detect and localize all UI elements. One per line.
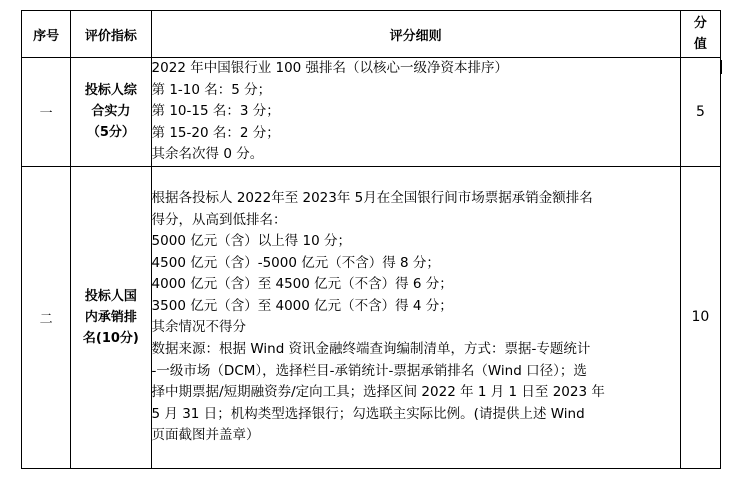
detail-line: 其余名次得 0 分。	[151, 146, 264, 163]
data-source-line: 择中期票据/短期融资券/定向工具；选择区间 2022 年 1 月 1 日至 2023 年	[151, 384, 605, 401]
header-criteria: 评价指标	[71, 11, 151, 58]
table-row	[22, 58, 721, 167]
row-serial-number: 二	[22, 166, 71, 468]
table-row	[22, 166, 721, 468]
detail-line: 得分，从高到低排名：	[151, 211, 287, 228]
data-source-line: 页面截图并盖章）	[151, 427, 260, 444]
criteria-line: 名(10分)	[82, 330, 139, 346]
row-detail	[151, 166, 680, 468]
data-source-line: -一级市场（DCM），选择栏目-承销统计-票据承销排名（Wind 口径）；选	[151, 362, 587, 379]
detail-line: 根据各投标人 2022年至 2023年 5月在全国银行间市场票据承销金额排名	[151, 189, 593, 206]
data-source-line: 数据来源：根据 Wind 资讯金融终端查询编制清单，方式：票据-专题统计	[151, 341, 591, 358]
criteria-line: 合实力	[91, 104, 131, 120]
detail-line: 第 1-10 名：5 分；	[151, 81, 272, 98]
data-source-line: 5 月 31 日；机构类型选择银行；勾选联主实际比例。(请提供上述 Wind	[151, 405, 585, 422]
criteria-line: （5分）	[86, 125, 135, 141]
row-criteria	[71, 58, 151, 167]
scoring-table	[21, 10, 721, 469]
row-score: 10	[680, 166, 720, 468]
detail-line: 第 15-20 名：2 分；	[151, 124, 280, 141]
header-score-line1: 分	[693, 16, 707, 31]
row-score: 5	[680, 58, 720, 167]
criteria-line: 投标人综	[84, 83, 137, 99]
row-criteria	[71, 166, 151, 468]
header-detail: 评分细则	[151, 11, 680, 58]
header-serial-number: 序号	[22, 11, 71, 58]
criteria-line: 内承销排	[84, 309, 137, 325]
detail-line: 5000 亿元（含）以上得 10 分；	[151, 233, 351, 250]
detail-line: 4500 亿元（含）-5000 亿元（不含）得 8 分；	[151, 254, 440, 271]
criteria-line: 投标人国	[84, 288, 137, 304]
border-mark	[720, 60, 722, 74]
detail-line: 其余情况不得分	[151, 319, 247, 336]
row-serial-number: 一	[22, 58, 71, 167]
detail-line: 3500 亿元（含）至 4000 亿元（不含）得 4 分；	[151, 297, 453, 314]
detail-line: 4000 亿元（含）至 4500 亿元（不含）得 6 分；	[151, 276, 453, 293]
detail-line: 第 10-15 名：3 分；	[151, 103, 280, 120]
header-row	[22, 11, 721, 58]
header-score	[680, 11, 720, 58]
detail-line: 2022 年中国银行业 100 强排名（以核心一级净资本排序）	[151, 60, 509, 76]
header-score-line2: 值	[693, 37, 707, 52]
row-detail	[151, 58, 680, 167]
